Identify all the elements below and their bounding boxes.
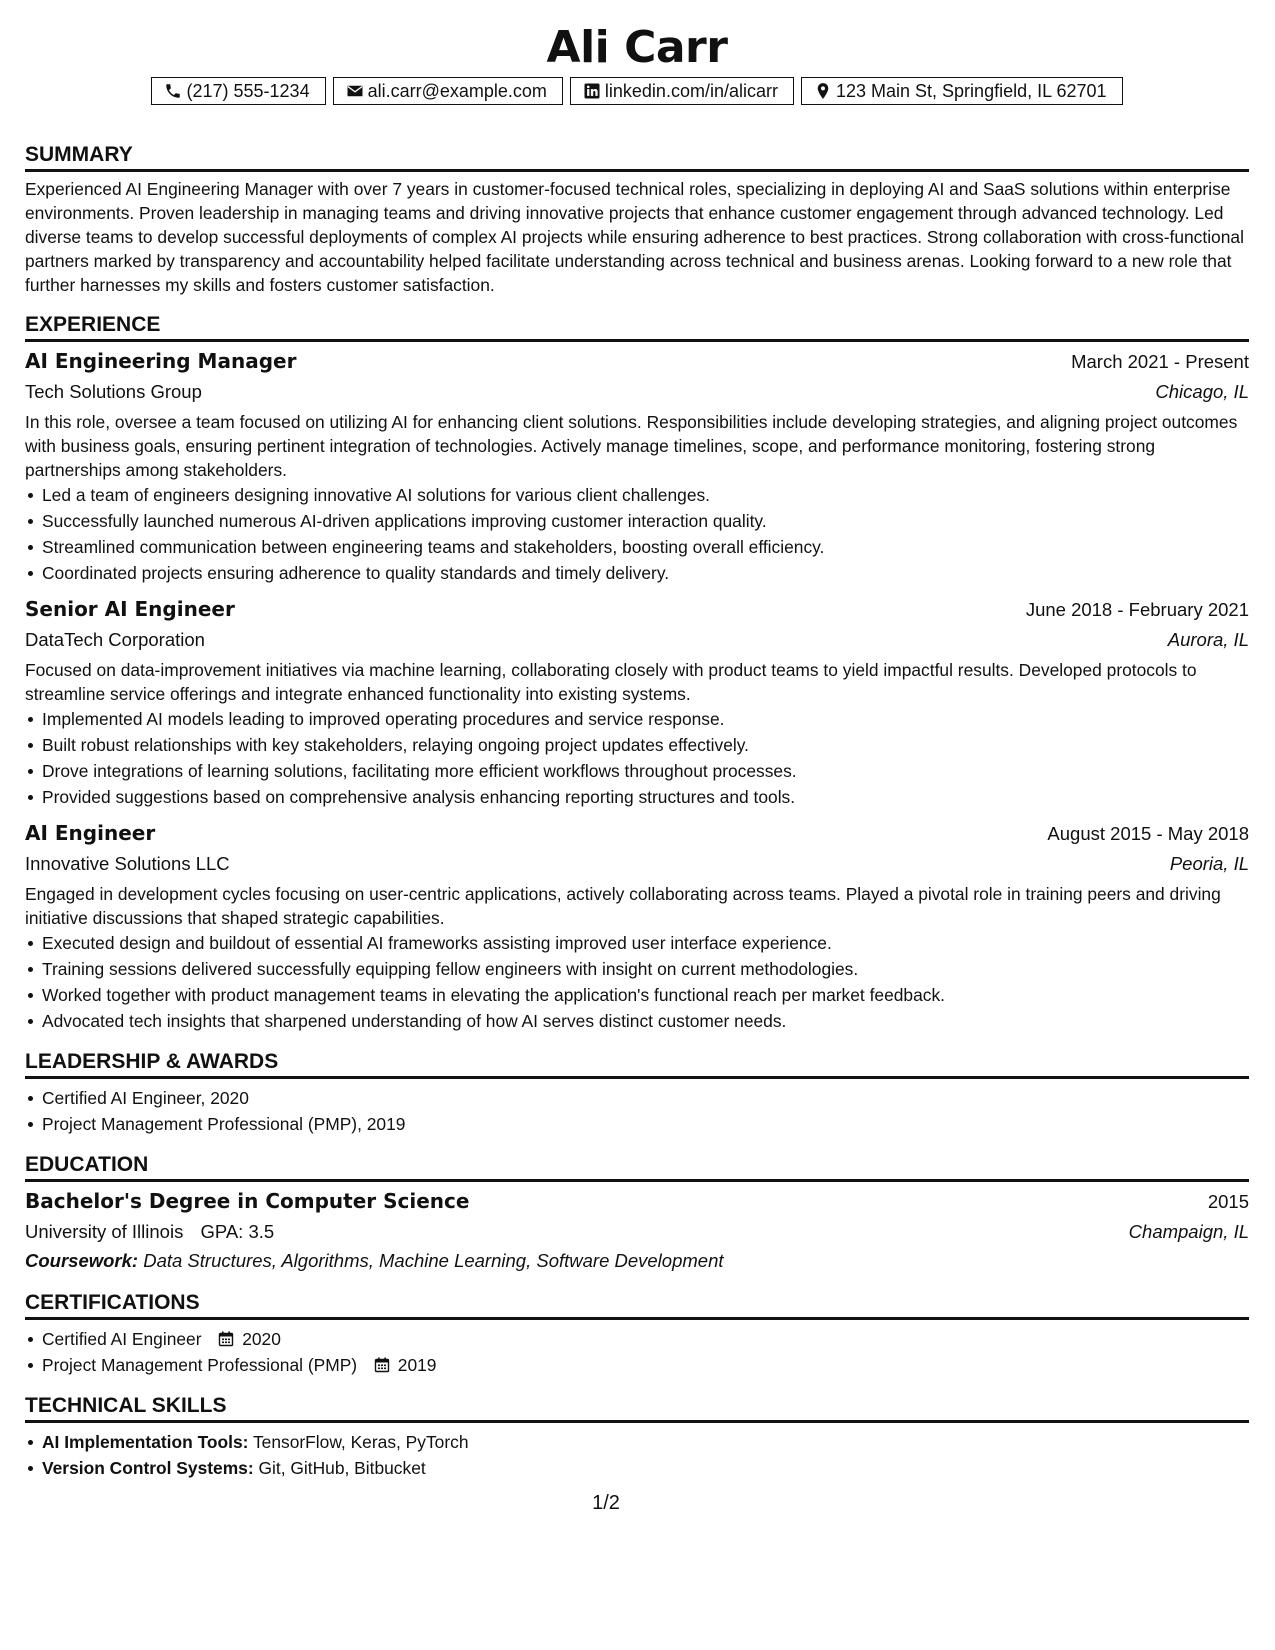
list-item — [42, 1455, 1249, 1481]
calendar-icon — [374, 1357, 390, 1373]
section-title-summary: SUMMARY — [25, 143, 1249, 172]
leadership-list — [25, 1085, 1249, 1137]
job-location: Peoria, IL — [1169, 853, 1249, 874]
list-item: Coordinated projects ensuring adherence to quality standards and timely delivery. — [42, 560, 1249, 586]
list-item — [42, 1352, 1249, 1378]
education-section — [25, 1153, 1249, 1275]
contact-linkedin-text: linkedin.com/in/alicarr — [604, 80, 778, 101]
job-company: Tech Solutions Group — [25, 381, 202, 402]
envelope-icon — [346, 82, 364, 100]
list-item: Drove integrations of learning solutions, facilitating more efficient workflows throughout processes. — [42, 758, 1249, 784]
job-entry — [25, 594, 1249, 810]
list-item — [42, 1326, 1249, 1352]
contact-address-text: 123 Main St, Springfield, IL 62701 — [835, 80, 1107, 101]
gpa: GPA: 3.5 — [200, 1221, 275, 1242]
coursework — [25, 1246, 1249, 1275]
graduation-year: 2015 — [1207, 1191, 1249, 1212]
contact-phone[interactable] — [151, 77, 325, 105]
list-item: Implemented AI models leading to improved operating procedures and service response. — [42, 706, 1249, 732]
certifications-list — [25, 1326, 1249, 1378]
list-item: Certified AI Engineer, 2020 — [42, 1085, 1249, 1111]
job-location: Aurora, IL — [1167, 629, 1249, 650]
job-bullets — [25, 482, 1249, 586]
job-title: Senior AI Engineer — [25, 597, 235, 621]
page-number: 1/2 — [592, 1492, 620, 1514]
map-pin-icon — [814, 82, 832, 100]
summary-section — [25, 143, 1249, 297]
job-description: Engaged in development cycles focusing on user-centric applications, actively collaborating across teams. Played a pivotal role in training peers and driving initiative discussions that shaped strategic capabilities. — [25, 884, 1221, 928]
section-title-experience: EXPERIENCE — [25, 313, 1249, 342]
job-description: In this role, oversee a team focused on utilizing AI for enhancing client solutions. Responsibilities include developing strategies, and aligning project outcomes with business goals, ensuring pertinent integration of technologies. Actively manage timelines, scope, and performance monitoring, fostering strong partnerships among stakeholders. — [25, 412, 1238, 480]
contact-email-text: ali.carr@example.com — [367, 80, 547, 101]
list-item: Successfully launched numerous AI-driven applications improving customer interaction quality. — [42, 508, 1249, 534]
job-company: Innovative Solutions LLC — [25, 853, 230, 874]
section-title-skills: TECHNICAL SKILLS — [25, 1394, 1249, 1423]
coursework-label: Coursework: — [25, 1250, 139, 1271]
resume-page — [25, 22, 1249, 1481]
skills-section — [25, 1394, 1249, 1481]
list-item: Streamlined communication between engineering teams and stakeholders, boosting overall efficiency. — [42, 534, 1249, 560]
skill-value: Git, GitHub, Bitbucket — [258, 1458, 426, 1478]
phone-icon — [164, 82, 182, 100]
job-entry — [25, 818, 1249, 1034]
coursework-list: Data Structures, Algorithms, Machine Learning, Software Development — [143, 1250, 724, 1271]
list-item: Worked together with product management teams in elevating the application's functional reach per market feedback. — [42, 982, 1249, 1008]
linkedin-icon — [583, 82, 601, 100]
job-dates: March 2021 - Present — [1071, 351, 1249, 372]
leadership-section — [25, 1050, 1249, 1137]
list-item: Provided suggestions based on comprehensive analysis enhancing reporting structures and tools. — [42, 784, 1249, 810]
job-dates: June 2018 - February 2021 — [1025, 599, 1249, 620]
school-location: Champaign, IL — [1128, 1221, 1249, 1242]
certifications-section — [25, 1291, 1249, 1378]
skill-value: TensorFlow, Keras, PyTorch — [252, 1432, 469, 1452]
summary-text: Experienced AI Engineering Manager with over 7 years in customer-focused technical roles, specializing in deploying AI and SaaS solutions within enterprise environments. Proven leadership in managing teams and driving innovative projects that enhance customer engagement through advanced technology. Led diverse teams to develop successful deployments of complex AI projects while ensuring adherence to best practices. Strong collaboration with cross-functional partners marked by transparency and accountability helped facilitate understanding across technical and business arenas. Looking forward to a new role that further harnesses my skills and fosters customer satisfaction. — [25, 179, 1244, 295]
certification-year: 2020 — [242, 1329, 281, 1349]
job-bullets — [25, 930, 1249, 1034]
contact-address[interactable] — [801, 77, 1123, 105]
contact-phone-text: (217) 555-1234 — [186, 80, 310, 101]
list-item: Built robust relationships with key stakeholders, relaying ongoing project updates effectively. — [42, 732, 1249, 758]
job-title: AI Engineering Manager — [25, 349, 297, 373]
list-item: Project Management Professional (PMP), 2019 — [42, 1111, 1249, 1137]
section-title-education: EDUCATION — [25, 1153, 1249, 1182]
skills-list — [25, 1429, 1249, 1481]
list-item — [42, 1429, 1249, 1455]
certification-name: Project Management Professional (PMP) — [42, 1355, 358, 1375]
certification-year: 2019 — [397, 1355, 437, 1375]
degree-title: Bachelor's Degree in Computer Science — [25, 1189, 470, 1213]
list-item: Executed design and buildout of essential AI frameworks assisting improved user interface experience. — [42, 930, 1249, 956]
list-item: Led a team of engineers designing innovative AI solutions for various client challenges. — [42, 482, 1249, 508]
school-name: University of Illinois — [25, 1221, 184, 1242]
section-title-leadership: LEADERSHIP & AWARDS — [25, 1050, 1249, 1079]
skill-label: Version Control Systems: — [42, 1458, 254, 1478]
skill-label: AI Implementation Tools: — [42, 1432, 249, 1452]
job-dates: August 2015 - May 2018 — [1047, 823, 1249, 844]
job-company: DataTech Corporation — [25, 629, 205, 650]
certification-name: Certified AI Engineer — [42, 1329, 202, 1349]
contact-linkedin[interactable] — [570, 77, 794, 105]
job-entry — [25, 346, 1249, 586]
job-bullets — [25, 706, 1249, 810]
contact-bar — [25, 77, 1249, 105]
job-title: AI Engineer — [25, 821, 156, 845]
experience-section — [25, 313, 1249, 1034]
job-description: Focused on data-improvement initiatives via machine learning, collaborating closely with product teams to yield impactful results. Developed protocols to streamline service offerings and integrate enhanced functionality into existing systems. — [25, 660, 1197, 704]
job-location: Chicago, IL — [1155, 381, 1249, 402]
candidate-name: Ali Carr — [546, 22, 728, 73]
calendar-icon — [218, 1331, 234, 1347]
list-item: Advocated tech insights that sharpened understanding of how AI serves distinct customer needs. — [42, 1008, 1249, 1034]
section-title-certifications: CERTIFICATIONS — [25, 1291, 1249, 1320]
list-item: Training sessions delivered successfully equipping fellow engineers with insight on current methodologies. — [42, 956, 1249, 982]
contact-email[interactable] — [333, 77, 563, 105]
